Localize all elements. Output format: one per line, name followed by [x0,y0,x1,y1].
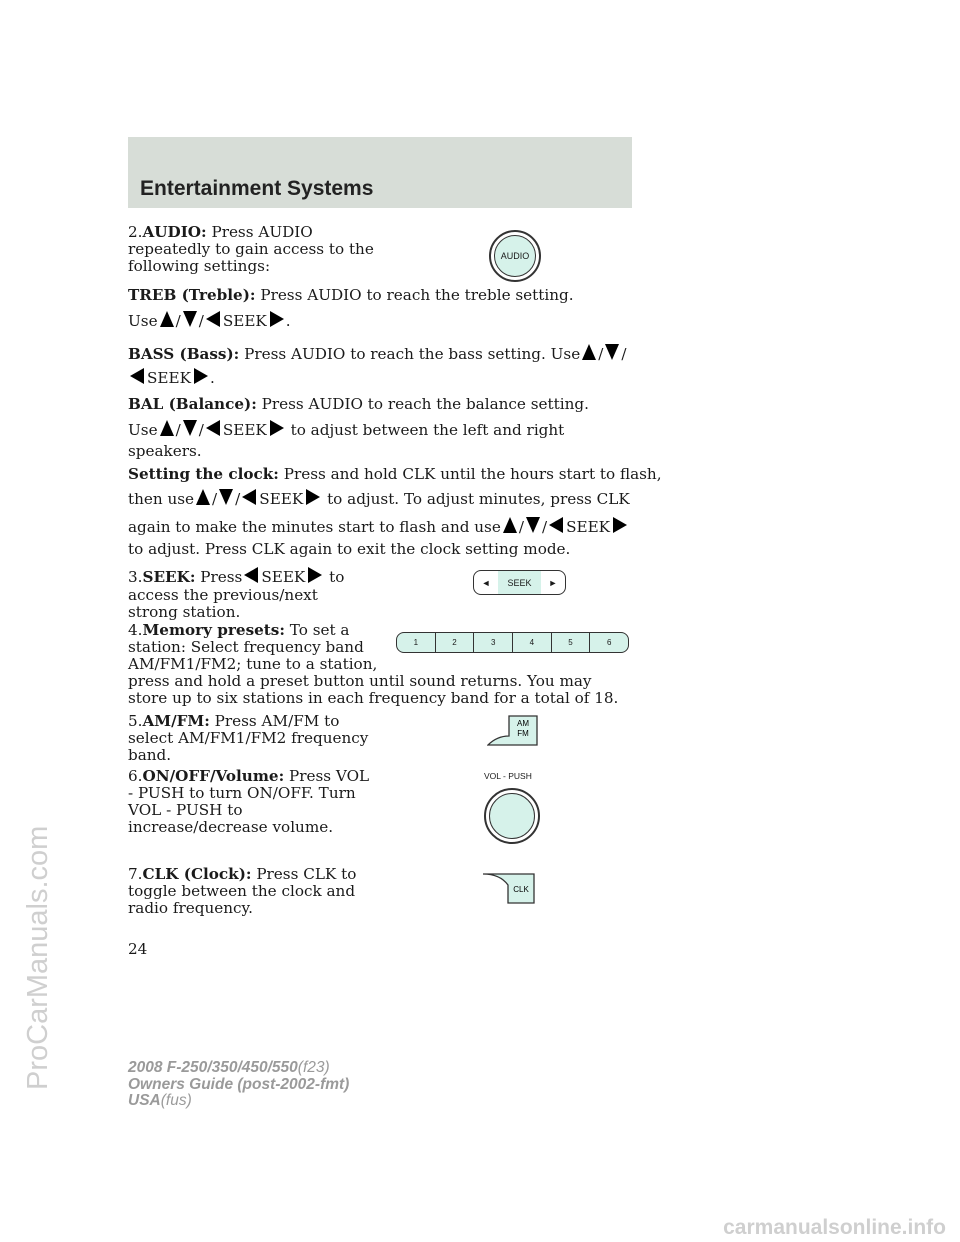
clk-label: CLK (Clock): [142,865,252,883]
seek-rest: access the previous/next strong station. [128,586,318,621]
down-arrow-icon [183,311,197,327]
bass-label: BASS (Bass): [128,345,240,363]
clock-set-after-text: to adjust. To adjust minutes, press CLK [327,490,630,508]
volume-knob-illustration [484,788,540,844]
item-number: 3. [128,568,143,586]
seek-right-icon [270,311,284,327]
bass-line [128,344,626,363]
up-arrow-icon [160,311,174,327]
item-number: 6. [128,767,143,785]
up-arrow-icon [196,489,210,505]
amfm-label-am: AM [517,719,529,728]
clock-set-label: Setting the clock: [128,465,279,483]
vol-text: Press VOL - PUSH to turn ON/OFF. Turn VOL - PUSH to increase/decrease volume. [128,767,370,836]
bal-text: Press AUDIO to reach the balance setting. [261,395,589,413]
seek-label: SEEK: [142,568,196,586]
seek-left-arrow-icon: ◄ [481,577,491,588]
clk-paragraph [128,866,376,917]
bal-use-line [128,420,564,439]
seek-button-illustration [473,570,566,595]
item-number: 7. [128,865,143,883]
bass-text: Press AUDIO to reach the bass setting. Use [244,345,581,363]
then-use-text: then use [128,490,195,508]
seek-text: SEEK [259,490,304,508]
audio-button-label: AUDIO [494,235,536,277]
clock-set-again-line [128,517,629,536]
slash: / [541,518,548,536]
clock-set-line [128,466,662,483]
amfm-text: Press AM/FM to select AM/FM1/FM2 frequency band. [128,712,369,764]
item-label: AUDIO: [142,223,207,241]
use-text: Use [128,421,158,439]
seek-left-icon [130,368,144,384]
preset-button: 6 [606,638,612,647]
up-arrow-icon [160,420,174,436]
period: . [285,312,291,330]
seek-left-icon [242,489,256,505]
audio-paragraph [128,224,383,275]
bottom-watermark: carmanualsonline.info [723,1216,946,1239]
bal-label: BAL (Balance): [128,395,257,413]
bal-cont-text: speakers. [128,442,202,460]
memory-text: To set a station: Select frequency band AM/FM1/FM2; tune to a station, [128,621,378,673]
seek-right-icon [270,420,284,436]
amfm-label: AM/FM: [142,712,210,730]
slash: / [212,490,218,508]
bal-after-text: to adjust between the left and right [290,421,565,439]
treb-label: TREB (Treble): [128,286,256,304]
item-number: 4. [128,621,143,639]
item-number: 2. [128,223,143,241]
slash: / [598,345,604,363]
treb-use-line [128,311,291,330]
section-header [128,137,632,208]
footer-region-code: (fus) [160,1092,192,1109]
seek-left-icon [206,311,220,327]
seek-right-icon [194,368,208,384]
vol-paragraph [128,768,376,836]
vol-label: ON/OFF/Volume: [142,767,285,785]
memory-paragraph-cont: press and hold a preset button until sound returns. You may store up to six stations in each frequency band for a total of 18. [128,672,619,707]
to-text: to [329,568,345,586]
press-text: Press [200,568,243,586]
memory-label: Memory presets: [142,621,285,639]
clock-set-last-text: to adjust. Press CLK again to exit the clock setting mode. [128,540,571,558]
down-arrow-icon [219,489,233,505]
memory-paragraph [128,622,383,673]
preset-button: 1 [397,633,436,652]
slash: / [235,490,241,508]
footer-line-2: Owners Guide (post-2002-fmt) [128,1075,350,1093]
footer-region: USA [128,1092,161,1109]
document-footer [128,1060,349,1110]
preset-button: 3 [474,633,513,652]
slash: / [175,312,181,330]
slash: / [175,421,181,439]
seek-right-icon [306,489,320,505]
slash: / [518,518,524,536]
seek-left-icon [206,420,220,436]
seek-line [128,567,344,586]
up-arrow-icon [582,344,596,360]
preset-button: 4 [513,633,552,652]
clk-button-label: CLK [513,885,529,894]
seek-text: SEEK [566,518,611,536]
down-arrow-icon [183,420,197,436]
page-number: 24 [128,940,148,958]
footer-line-3 [128,1093,349,1110]
seek-text: SEEK [222,421,267,439]
preset-button: 5 [552,633,591,652]
footer-line-1 [128,1060,349,1077]
slash: / [198,312,204,330]
seek-button-label: SEEK [498,571,541,594]
seek-text: SEEK [222,312,267,330]
seek-text: SEEK [147,369,191,387]
item-number: 5. [128,712,143,730]
volume-knob-face [489,793,535,839]
bal-cont-line [128,443,202,460]
bal-line [128,396,589,413]
clk-text: Press CLK to toggle between the clock and radio frequency. [128,865,357,917]
period: . [209,369,215,387]
amfm-paragraph [128,713,373,764]
vol-push-label: VOL - PUSH [484,771,532,781]
treb-line [128,287,574,304]
seek-right-arrow-icon: ► [548,577,558,588]
seek-left-icon [244,567,258,583]
preset-buttons-illustration [396,632,629,653]
down-arrow-icon [605,344,619,360]
seek-text: SEEK [261,568,306,586]
clock-set-last-line [128,541,570,558]
seek-right-icon [613,517,627,533]
slash: / [198,421,204,439]
preset-button: 2 [436,633,475,652]
clock-set-again-text: again to make the minutes start to flash and use [128,518,501,536]
treb-text: Press AUDIO to reach the treble setting. [260,286,574,304]
amfm-button-illustration [487,714,543,746]
use-text: Use [128,312,158,330]
clk-button-illustration [482,873,540,907]
slash: / [621,345,627,363]
clock-set-use-line [128,489,630,508]
seek-left-icon [549,517,563,533]
bass-seek-line [128,368,215,387]
item-text: Press AUDIO repeatedly to gain access to the following settings: [128,223,374,275]
seek-right-icon [308,567,322,583]
amfm-label-fm: FM [517,729,529,738]
footer-model: 2008 F-250/350/450/550 [128,1059,298,1076]
up-arrow-icon [503,517,517,533]
clock-set-text: Press and hold CLK until the hours start to flash, [283,465,662,483]
section-title: Entertainment Systems [140,177,374,200]
audio-button-illustration [489,230,541,282]
footer-model-code: (f23) [297,1059,330,1076]
down-arrow-icon [526,517,540,533]
side-watermark: ProCarManuals.com [22,825,54,1090]
